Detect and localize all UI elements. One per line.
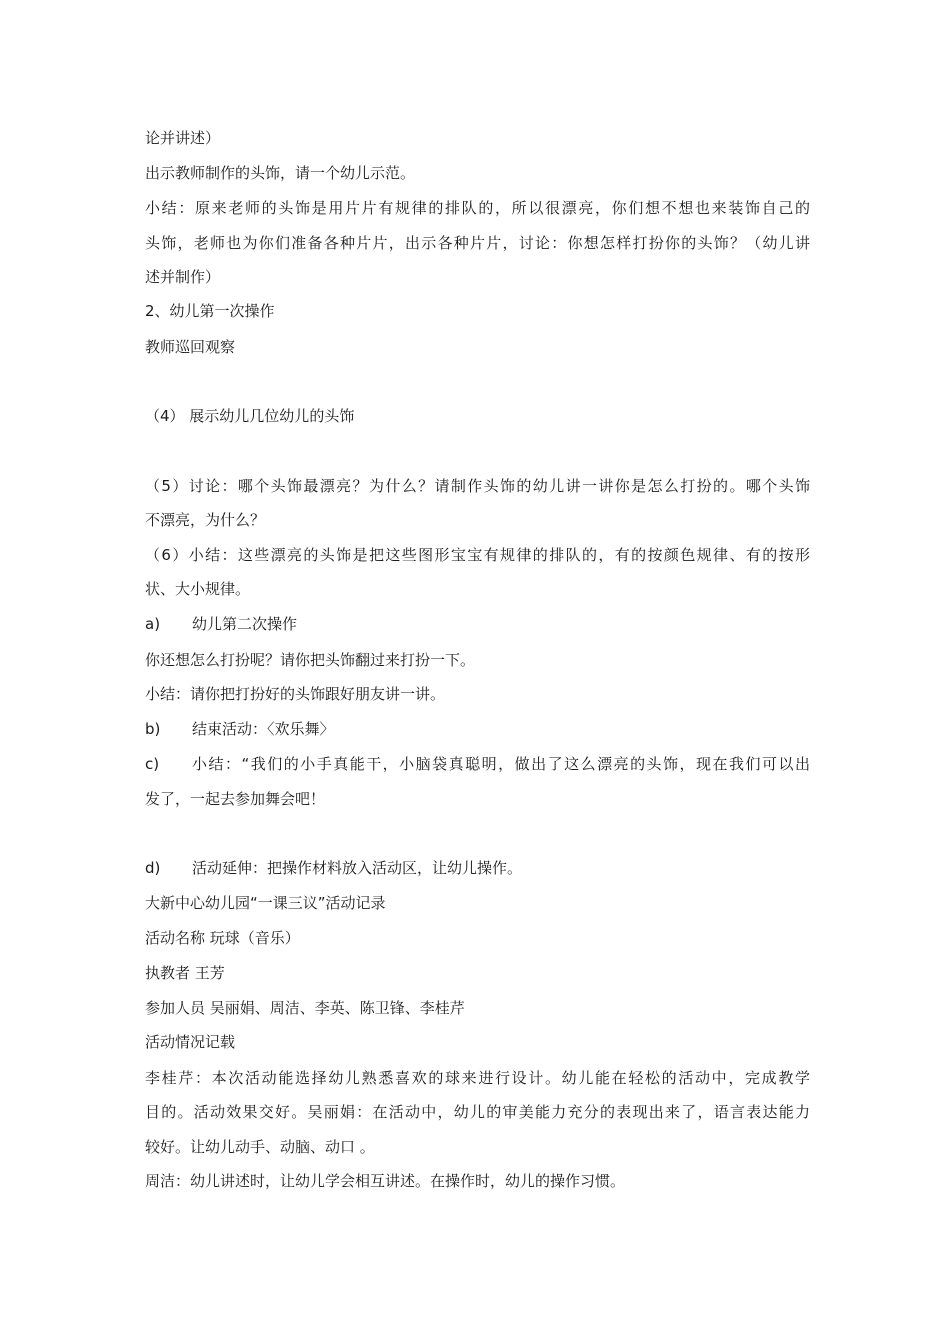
list-item-a [145, 614, 810, 634]
list-item-b [145, 719, 810, 739]
paragraph-line: 执教者 王芳 [145, 964, 225, 982]
paragraph-line: 李桂芹：本次活动能选择幼儿熟悉喜欢的球来进行设计。幼儿能在轻松的活动中，完成教学 [145, 1069, 810, 1087]
paragraph-line: 教师巡回观察 [145, 338, 236, 356]
paragraph-line: 状、大小规律。 [145, 580, 251, 598]
paragraph-line: （6）小结：这些漂亮的头饰是把这些图形宝宝有规律的排队的，有的按颜色规律、有的按形 [145, 546, 810, 564]
paragraph-line: 较好。让幼儿动手、动脑、动口 。 [145, 1138, 375, 1156]
list-item-text: 幼儿第二次操作 [192, 615, 298, 633]
paragraph-line: （5）讨论：哪个头饰最漂亮？为什么？请制作头饰的幼儿讲一讲你是怎么打扮的。哪个头饰 [145, 477, 810, 495]
paragraph-line: 论并讲述） [145, 129, 221, 147]
paragraph-line: （4） 展示幼儿几位幼儿的头饰 [145, 407, 355, 425]
paragraph-line: 小结：请你把打扮好的头饰跟好朋友讲一讲。 [145, 685, 446, 703]
list-marker: b) [145, 720, 161, 738]
paragraph-line: 头饰，老师也为你们准备各种片片，出示各种片片，讨论：你想怎样打扮你的头饰？（幼儿讲 [145, 234, 810, 252]
list-item-text: 结束活动：〈欢乐舞〉 [192, 720, 335, 738]
list-marker: c) [145, 755, 160, 773]
paragraph-line: 述并制作） [145, 268, 221, 286]
paragraph-line: 小结：原来老师的头饰是用片片有规律的排队的，所以很漂亮，你们想不想也来装饰自己的 [145, 199, 810, 217]
paragraph-line: 2、幼儿第一次操作 [145, 302, 275, 320]
list-item-d [145, 858, 810, 878]
list-marker: a) [145, 615, 161, 633]
paragraph-line: 发了，一起去参加舞会吧！ [145, 790, 326, 808]
paragraph-line: 出示教师制作的头饰，请一个幼儿示范。 [145, 164, 416, 182]
list-item-text: 活动延伸：把操作材料放入活动区，让幼儿操作。 [192, 859, 523, 877]
list-item-c [145, 754, 810, 774]
paragraph-line: 不漂亮，为什么？ [145, 511, 266, 529]
list-marker: d) [145, 859, 161, 877]
paragraph-line: 活动名称 玩球（音乐） [145, 929, 300, 947]
paragraph-line: 活动情况记载 [145, 1033, 236, 1051]
section-title: 大新中心幼儿园“一课三议”活动记录 [145, 894, 386, 912]
paragraph-line: 目的。活动效果交好。吴丽娟：在活动中，幼儿的审美能力充分的表现出来了，语言表达能力 [145, 1103, 810, 1121]
paragraph-line: 你还想怎么打扮呢？请你把头饰翻过来打扮一下。 [145, 651, 476, 669]
paragraph-line: 参加人员 吴丽娟、周洁、李英、陈卫锋、李桂芹 [145, 999, 465, 1017]
paragraph-line: 周洁：幼儿讲述时，让幼儿学会相互讲述。在操作时，幼儿的操作习惯。 [145, 1172, 626, 1190]
list-item-text: 小结：“我们的小手真能干，小脑袋真聪明，做出了这么漂亮的头饰，现在我们可以出 [192, 755, 810, 773]
